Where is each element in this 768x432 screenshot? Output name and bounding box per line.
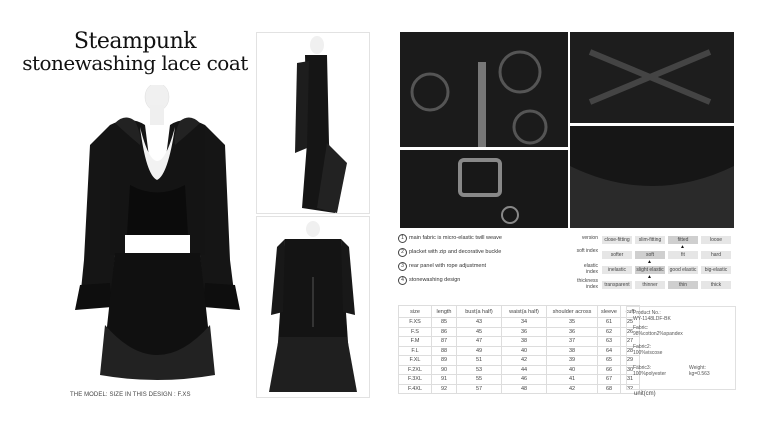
front-view-photo — [70, 85, 245, 385]
feature-item — [398, 262, 568, 271]
back-view-frame — [256, 216, 370, 398]
cell: 31 — [621, 375, 640, 385]
cell: 53 — [457, 365, 502, 375]
cell: 88 — [432, 346, 457, 356]
feature-item — [398, 234, 568, 243]
buckle-detail-photo — [400, 150, 568, 228]
feature-number: 3 — [398, 262, 407, 271]
cell: 25 — [621, 318, 640, 328]
cell: 51 — [457, 356, 502, 366]
index-option: close-fitting — [602, 236, 632, 244]
feature-number: 4 — [398, 276, 407, 285]
weight-value: kg=0.563 — [689, 370, 710, 377]
title-line-1: Steampunk — [73, 29, 197, 54]
index-row-elastic — [572, 264, 732, 279]
selection-marker-icon: ▲ — [647, 259, 652, 265]
fabric3-value: 100%polyester — [633, 370, 667, 377]
cell: 38 — [547, 346, 598, 356]
buckle-detail-graphic — [400, 150, 568, 228]
product-number-label: Product No.: — [633, 310, 661, 316]
feature-text: main fabric is micro-elastic twill weave — [409, 235, 502, 241]
index-option: thick — [701, 281, 731, 289]
front-view-garment — [70, 85, 245, 385]
table-row — [399, 356, 640, 366]
cell: 30 — [621, 365, 640, 375]
feature-text: rear panel with rope adjustment — [409, 263, 487, 269]
cell: F.M — [399, 337, 432, 347]
lacing-detail-photo — [570, 32, 734, 123]
lace-detail-photo — [570, 126, 734, 228]
cell: 34 — [502, 318, 547, 328]
index-label: thickness index — [577, 278, 598, 290]
index-option: thinner — [635, 281, 665, 289]
table-row — [399, 346, 640, 356]
table-row — [399, 318, 640, 328]
weight-label: Weight: — [689, 365, 706, 371]
column-header: shoulder across — [547, 306, 598, 318]
index-row-thickness — [572, 279, 732, 294]
model-size-note: THE MODEL: SIZE IN THIS DESIGN : F.XS — [70, 392, 191, 398]
column-header: size — [399, 306, 432, 318]
feature-text: placket with zip and decorative buckle — [409, 249, 502, 255]
cell: 91 — [432, 375, 457, 385]
cell: 49 — [457, 346, 502, 356]
fit-index-table — [572, 234, 732, 294]
cell: 63 — [598, 337, 621, 347]
weight-block — [689, 366, 710, 377]
fabric2-label: Fabric2: — [633, 344, 652, 350]
cell: 36 — [502, 327, 547, 337]
side-view-garment — [257, 33, 369, 213]
cell: 67 — [598, 375, 621, 385]
index-option-selected: thin — [668, 281, 698, 289]
cell: 90 — [432, 365, 457, 375]
cell: 28 — [621, 346, 640, 356]
cell: 29 — [621, 356, 640, 366]
column-header: bust(a half) — [457, 306, 502, 318]
index-option: transparent — [602, 281, 632, 289]
cell: 64 — [598, 346, 621, 356]
cell: F.S — [399, 327, 432, 337]
index-option: good elastic — [669, 267, 697, 273]
selection-marker-icon: ▲ — [647, 274, 652, 280]
column-header: waist(a half) — [502, 306, 547, 318]
cell: 39 — [547, 356, 598, 366]
cell: 47 — [457, 337, 502, 347]
index-option: fit — [668, 251, 698, 259]
side-view-frame — [256, 32, 370, 214]
table-row — [399, 337, 640, 347]
fabric3-label: Fabric3: — [633, 365, 652, 371]
cell: 66 — [598, 365, 621, 375]
table-row — [399, 384, 640, 394]
cell: 35 — [547, 318, 598, 328]
cell: 85 — [432, 318, 457, 328]
cell: 89 — [432, 356, 457, 366]
cell: 44 — [502, 365, 547, 375]
feature-list — [398, 234, 568, 290]
cell: F.L — [399, 346, 432, 356]
cell: 38 — [502, 337, 547, 347]
index-option: big-elastic — [701, 266, 731, 274]
zipper-detail-photo — [400, 32, 568, 147]
table-row — [399, 327, 640, 337]
cell: F.2XL — [399, 365, 432, 375]
lace-detail-graphic — [570, 126, 734, 228]
feature-item — [398, 248, 568, 257]
product-info-box — [626, 306, 736, 390]
cell: 37 — [547, 337, 598, 347]
fabric2-block — [633, 345, 662, 356]
cell: 46 — [502, 375, 547, 385]
title-line-2: stonewashing lace coat — [22, 51, 248, 76]
cell: 40 — [502, 346, 547, 356]
cell: F.4XL — [399, 384, 432, 394]
fabric3-block — [633, 366, 666, 377]
cell: F.3XL — [399, 375, 432, 385]
index-option: inelastic — [602, 266, 632, 274]
cell: 62 — [598, 327, 621, 337]
cell: 87 — [432, 337, 457, 347]
column-header: length — [432, 306, 457, 318]
cell: 36 — [547, 327, 598, 337]
index-option-selected: fitted — [668, 236, 698, 244]
zipper-detail-graphic — [400, 32, 568, 147]
cell: F.XS — [399, 318, 432, 328]
cell: F.XL — [399, 356, 432, 366]
unit-label: unit(cm) — [634, 391, 656, 397]
cell: 61 — [598, 318, 621, 328]
index-option: hard — [701, 251, 731, 259]
index-option-selected: soft — [635, 251, 665, 259]
index-option-selected: slight elastic — [636, 267, 664, 273]
cell: 68 — [598, 384, 621, 394]
fabric1-label: Fabric: — [633, 325, 649, 331]
index-row-version — [572, 234, 732, 249]
column-header: cuff — [621, 306, 640, 318]
cell: 57 — [457, 384, 502, 394]
product-number-block — [633, 311, 671, 322]
feature-number: 2 — [398, 248, 407, 257]
feature-text: stonewashing design — [409, 277, 461, 283]
cell: 43 — [457, 318, 502, 328]
product-number: WY-1148LDF-BK — [633, 315, 671, 322]
size-chart-table — [398, 305, 640, 394]
table-row — [399, 375, 640, 385]
feature-number: 1 — [398, 234, 407, 243]
cell: 55 — [457, 375, 502, 385]
selection-marker-icon: ▲ — [680, 244, 685, 250]
cell: 65 — [598, 356, 621, 366]
index-label: soft index — [576, 248, 598, 254]
cell: 27 — [621, 337, 640, 347]
cell: 32 — [621, 384, 640, 394]
table-row — [399, 365, 640, 375]
cell: 42 — [502, 356, 547, 366]
fabric1-value: 98%cotton2%spandex — [633, 330, 683, 337]
size-chart-header-row — [399, 306, 640, 318]
cell: 92 — [432, 384, 457, 394]
feature-item — [398, 276, 568, 285]
product-title — [20, 30, 250, 74]
column-header: sleeve — [598, 306, 621, 318]
cell: 26 — [621, 327, 640, 337]
index-label: elastic index — [583, 263, 598, 275]
index-option: loose — [701, 236, 731, 244]
index-option: softer — [602, 251, 632, 259]
cell: 41 — [547, 375, 598, 385]
index-row-soft — [572, 249, 732, 264]
index-label: version — [581, 235, 598, 241]
fabric1-block — [633, 326, 683, 337]
index-option: slim-fitting — [635, 236, 665, 244]
cell: 86 — [432, 327, 457, 337]
back-view-garment — [257, 217, 369, 397]
cell: 42 — [547, 384, 598, 394]
fabric2-value: 100%viscose — [633, 349, 663, 356]
cell: 45 — [457, 327, 502, 337]
lacing-detail-graphic — [570, 32, 734, 123]
cell: 40 — [547, 365, 598, 375]
cell: 48 — [502, 384, 547, 394]
